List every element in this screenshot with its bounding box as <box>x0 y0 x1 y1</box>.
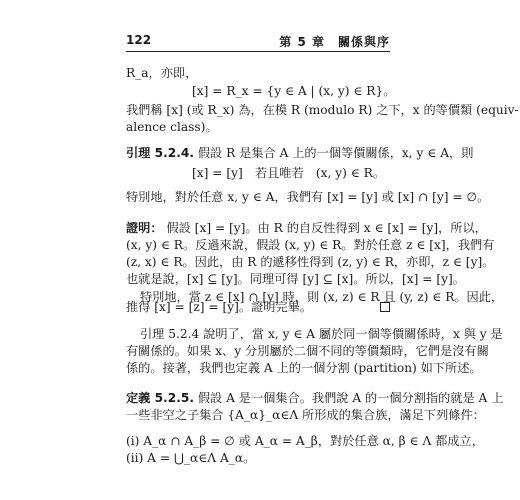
definition-text: 假設 A 是一個集合。我們說 A 的一個分割指的就是 A 上 <box>197 391 504 405</box>
chapter-title: 第 5 章 關係與序 <box>279 35 390 49</box>
text-line: 特別地，當 z ∈ [x] ∩ [y] 時，則 (x, z) ∈ R 且 (y, z) ∈ R。因此， <box>140 290 504 304</box>
text-line: 我們稱 [x] (或 R_x) 為，在模 R (modulo R) 之下，x 的等價類 (equiv- <box>126 103 519 117</box>
text-line: 有關係的。如果 x、y 分別屬於二個不同的等價類時，它們是沒有關 <box>126 344 489 358</box>
lemma-statement <box>126 146 473 161</box>
text-line: 係的。接著，我們也定義 A 上的一個分割 (partition) 如下所述。 <box>126 361 482 375</box>
definition-label: 定義 5.2.5. <box>126 391 194 405</box>
condition-ii: (ii) A = ⋃_α∈Λ A_α。 <box>126 451 256 465</box>
text-line: 推得 [x] = [z] = [y]。證明完畢。 <box>126 300 313 314</box>
definition-statement <box>126 391 503 406</box>
page-number: 122 <box>126 33 152 47</box>
lemma-text: 假設 R 是集合 A 上的一個等價關係，x, y ∈ A，則 <box>197 146 474 160</box>
text-line: 引理 5.2.4 說明了，當 x, y ∈ A 屬於同一個等價關係時，x 與 y 是 <box>140 327 503 341</box>
text-line: alence class)。 <box>126 120 218 134</box>
formula-iff: [x] = [y] 若且唯若 (x, y) ∈ R。 <box>192 166 386 180</box>
text-line: 也就是說，[x] ⊆ [y]。同理可得 [y] ⊆ [x]。所以，[x] = [y]。 <box>126 272 465 286</box>
page-header <box>126 29 390 52</box>
formula-equivalence-class: [x] = R_x = {y ∈ A | (x, y) ∈ R}。 <box>192 84 396 98</box>
text-line: 一些非空之子集合 {A_α}_α∈Λ 所形成的集合族，滿足下列條件： <box>126 408 485 422</box>
proof-label: 證明： <box>126 221 163 235</box>
text-line: (x, y) ∈ R。反過來說，假設 (x, y) ∈ R。對於任意 z ∈ [x]，我們有 <box>126 238 495 252</box>
proof-text: 假設 [x] = [y]。由 R 的自反性得到 x ∈ [x] = [y]，所以， <box>166 221 487 235</box>
condition-i: (i) A_α ∩ A_β = ∅ 或 A_α = A_β，對於任意 α, β ∈ Λ 都成立， <box>126 434 484 448</box>
text-line: (z, x) ∈ R。因此，由 R 的遞移性得到 (z, y) ∈ R，亦即，z ∈ [y]。 <box>126 255 495 269</box>
qed-box-icon <box>380 302 390 312</box>
lemma-label: 引理 5.2.4. <box>126 146 194 160</box>
proof-line <box>126 221 487 236</box>
text-line: 特別地，對於任意 x, y ∈ A，我們有 [x] = [y] 或 [x] ∩ [y] = ∅。 <box>126 190 490 204</box>
text-line: R_a，亦即， <box>126 66 198 80</box>
